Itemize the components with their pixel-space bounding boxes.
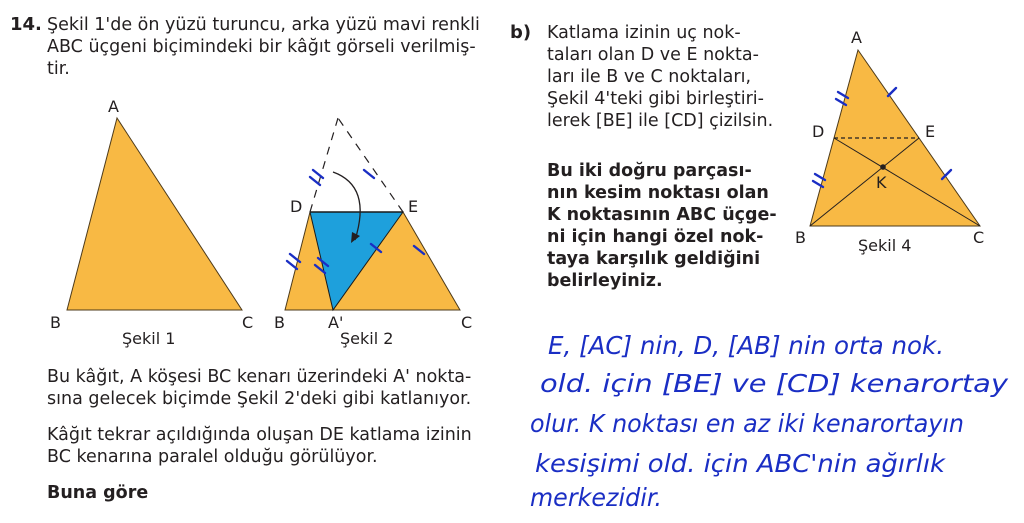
fig2-label-d: D [290,197,303,216]
fig2-dashed-right [338,118,403,212]
part-b-bold-line: K noktasının ABC üçge- [547,205,777,225]
fig4-label-c: C [973,228,985,247]
question-number: 14. [10,14,42,35]
fig1-label-b: B [50,313,61,332]
para2-line: Kâğıt tekrar açıldığında oluşan DE katlama izinin [47,425,472,445]
part-b-bold-line: taya karşılık geldiğini [547,249,761,269]
answer-line-3: olur. K noktası en az iki kenarortayın [530,409,964,438]
part-b-line: Katlama izinin uç nok- [547,23,741,43]
part-b-bold-line: ni için hangi özel nok- [547,227,764,247]
answer-line-4: kesişimi old. için ABC'nin ağırlık [535,449,947,478]
part-b-line: lerek [BE] ile [CD] çizilsin. [547,111,774,131]
fig2-label-e: E [408,197,419,216]
fig1-caption: Şekil 1 [122,329,176,348]
fig4-label-a: A [851,28,862,47]
fig1-triangle [67,118,242,310]
fig4-label-d: D [812,122,825,141]
answer-line-1: E, [AC] nin, D, [AB] nin orta nok. [548,331,944,360]
question-closing: Buna göre [47,483,149,503]
answer-line-2: old. için [BE] ve [CD] kenarortay [540,369,1010,398]
fig4-point-k [880,164,886,170]
part-b-text [547,22,787,132]
answer-line-5: merkezidir. [530,483,662,512]
part-b-line: taları olan D ve E nokta- [547,45,759,65]
intro-line: tir. [47,59,70,79]
part-b-letter: b) [510,22,532,43]
fig2-label-b: B [274,313,285,332]
question-para1 [47,366,507,410]
fig4-label-k: K [876,173,887,192]
part-b-line: ları ile B ve C noktaları, [547,67,752,87]
fig4-label-e: E [925,122,936,141]
fig4-caption: Şekil 4 [858,236,912,255]
part-b-bold-line: belirleyiniz. [547,271,663,291]
fig1-label-a: A [108,97,119,116]
fig2-label-aprime: A' [328,313,344,332]
fig2-dashed-left [310,118,338,212]
part-b-bold-line: nın kesim noktası olan [547,183,769,203]
intro-line: Şekil 1'de ön yüzü turuncu, arka yüzü mavi renkli [47,15,480,35]
fig2-label-c: C [461,313,473,332]
fig2-caption: Şekil 2 [340,329,394,348]
figure-4 [790,20,1010,260]
handwritten-answer [520,320,1020,520]
fig4-label-b: B [795,228,806,247]
question-para2 [47,424,507,468]
intro-line: ABC üçgeni biçimindeki bir kâğıt görseli verilmiş- [47,37,476,57]
para1-line: Bu kâğıt, A köşesi BC kenarı üzerindeki A' nokta- [47,367,472,387]
part-b-line: Şekil 4'teki gibi birleştiri- [547,89,764,109]
para2-line: BC kenarına paralel olduğu görülüyor. [47,447,378,467]
figures-1-2 [40,90,500,350]
question-intro [47,14,497,80]
part-b-question [547,160,787,292]
fig1-label-c: C [242,313,254,332]
part-b-bold-line: Bu iki doğru parçası- [547,161,752,181]
para1-line: sına gelecek biçimde Şekil 2'deki gibi katlanıyor. [47,389,472,409]
